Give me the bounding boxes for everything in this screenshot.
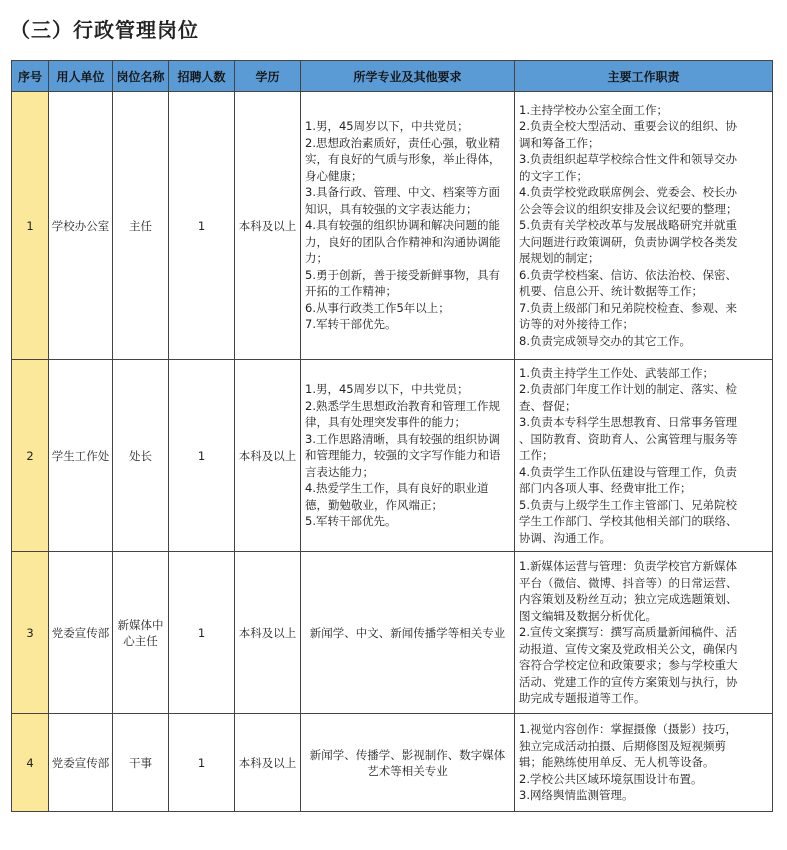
text-line: 1.男，45周岁以下，中共党员； (305, 119, 469, 134)
text-line: 助完成专题报道等工作。 (519, 691, 646, 706)
text-line: 3.网络舆情监测管理。 (519, 788, 634, 803)
hire-count: 1 (169, 714, 235, 812)
employer-unit: 学校办公室 (49, 92, 113, 360)
text-line: 访等的对外接待工作； (519, 317, 634, 332)
text-line: 查、督促； (519, 398, 577, 413)
text-line: 4.负责学校党政联席例会、党委会、校长办 (519, 185, 737, 200)
text-line: 力，良好的团队合作精神和沟通协调能 (305, 234, 501, 249)
text-line: 5.负责有关学校改革与发展战略研究并就重 (519, 218, 737, 233)
header-count: 招聘人数 (169, 61, 235, 92)
hire-count: 1 (169, 552, 235, 714)
text-line: 3.负责本专科学生思想教育、日常事务管理 (519, 415, 737, 430)
text-line: 学生工作部门、学校其他相关部门的联络、 (519, 514, 738, 529)
text-line: 2.宣传文案撰写：撰写高质量新闻稿件、活 (519, 625, 737, 640)
table-row (12, 360, 773, 552)
row-index: 2 (12, 360, 49, 552)
text-line: 德，勤勉敬业，作风端正； (305, 497, 443, 512)
header-requirements: 所学专业及其他要求 (301, 61, 515, 92)
text-line: 图文编辑及数据分析优化。 (519, 608, 657, 623)
text-line: 2.学校公共区域环境氛围设计布置。 (519, 771, 703, 786)
text-line: 公会等会议的组织安排及会议纪要的整理； (519, 201, 738, 216)
text-line: 1.视觉内容创作：掌握摄像（摄影）技巧， (519, 722, 737, 737)
post-name: 新媒体中心主任 (113, 552, 169, 714)
text-line: 1.负责主持学生工作处、武装部工作； (519, 365, 714, 380)
requirements-cell (301, 552, 515, 714)
text-line: 容符合学校定位和政策要求；参与学校重大 (519, 658, 738, 673)
requirements-cell (301, 714, 515, 812)
text-line: 大问题进行政策调研，负责协调学校各类发 (519, 234, 738, 249)
text-line: 4.热爱学生工作，具有良好的职业道 (305, 481, 489, 496)
text-line: 1.男，45周岁以下，中共党员； (305, 382, 469, 397)
text-line: 辑；能熟练使用单反、无人机等设备。 (519, 755, 715, 770)
table-row (12, 552, 773, 714)
employer-unit: 学生工作处 (49, 360, 113, 552)
text-line: 1.新媒体运营与管理：负责学校官方新媒体 (519, 559, 737, 574)
row-index: 4 (12, 714, 49, 812)
text-line: 3.具备行政、管理、中文、档案等方面 (305, 185, 500, 200)
education: 本科及以上 (235, 360, 301, 552)
employer-unit: 党委宣传部 (49, 552, 113, 714)
education: 本科及以上 (235, 92, 301, 360)
post-name: 主任 (113, 92, 169, 360)
text-line: 和管理能力，较强的文字写作能力和语 (305, 448, 501, 463)
header-post: 岗位名称 (113, 61, 169, 92)
recruitment-table (11, 60, 773, 812)
header-index: 序号 (12, 61, 49, 92)
duties-cell (515, 92, 773, 360)
text-line: 知识，具有较强的文字表达能力； (305, 201, 478, 216)
text-line: 2.负责全校大型活动、重要会议的组织、协 (519, 119, 737, 134)
text-line: 8.负责完成领导交办的其它工作。 (519, 333, 691, 348)
text-line: 内容策划及粉丝互动；独立完成选题策划、 (519, 592, 738, 607)
requirements-cell (301, 92, 515, 360)
text-line: 2.思想政治素质好，责任心强，敬业精 (305, 135, 500, 150)
text-line: 2.熟悉学生思想政治教育和管理工作规 (305, 398, 500, 413)
text-line: 1.主持学校办公室全面工作； (519, 102, 668, 117)
text-line: 工作； (519, 448, 554, 463)
text-line: 7.负责上级部门和兄弟院校检查、参观、来 (519, 300, 737, 315)
row-index: 1 (12, 92, 49, 360)
text-line: 动报道、宣传文案及党政相关公文，确保内 (519, 641, 738, 656)
hire-count: 1 (169, 360, 235, 552)
section-title: （三）行政管理岗位 (10, 18, 199, 42)
header-education: 学历 (235, 61, 301, 92)
text-line: 力； (305, 251, 328, 266)
text-line: 7.军转干部优先。 (305, 317, 397, 332)
header-duties: 主要工作职责 (515, 61, 773, 92)
text-line: 机要、信息公开、统计数据等工作； (519, 284, 703, 299)
education: 本科及以上 (235, 714, 301, 812)
text-line: 5.军转干部优先。 (305, 514, 397, 529)
text-line: 3.负责组织起草学校综合性文件和领导交办 (519, 152, 737, 167)
text-line: 的文字工作； (519, 168, 588, 183)
header-row (12, 61, 773, 92)
post-name: 处长 (113, 360, 169, 552)
row-index: 3 (12, 552, 49, 714)
text-line: 调和筹备工作； (519, 135, 600, 150)
text-line: 律，具有处理突发事件的能力； (305, 415, 466, 430)
text-line: 5.负责与上级学生工作主管部门、兄弟院校 (519, 497, 737, 512)
text-line: 6.从事行政类工作5年以上； (305, 300, 450, 315)
duties-cell (515, 714, 773, 812)
requirements-cell (301, 360, 515, 552)
text-line: 新闻学、中文、新闻传播学等相关专业 (309, 625, 506, 640)
header-unit: 用人单位 (49, 61, 113, 92)
text-line: 2.负责部门年度工作计划的制定、落实、检 (519, 382, 737, 397)
text-line: 、国防教育、资助育人、公寓管理与服务等 (519, 431, 738, 446)
table-row (12, 714, 773, 812)
duties-cell (515, 552, 773, 714)
text-line: 开拓的工作精神； (305, 284, 397, 299)
text-line: 活动、党建工作的宣传方案策划与执行，协 (519, 674, 738, 689)
duties-cell (515, 360, 773, 552)
text-line: 6.负责学校档案、信访、依法治校、保密、 (519, 267, 737, 282)
text-line: 3.工作思路清晰，具有较强的组织协调 (305, 431, 500, 446)
table-row (12, 92, 773, 360)
text-line: 独立完成活动拍摄、后期修图及短视频剪 (519, 738, 726, 753)
text-line: 协调、沟通工作。 (519, 530, 611, 545)
text-line: 身心健康； (305, 168, 363, 183)
text-line: 4.具有较强的组织协调和解决问题的能 (305, 218, 500, 233)
text-line: 4.负责学生工作队伍建设与管理工作，负责 (519, 464, 737, 479)
hire-count: 1 (169, 92, 235, 360)
text-line: 言表达能力； (305, 464, 374, 479)
text-line: 展规划的制定； (519, 251, 600, 266)
text-line: 平台（微信、微博、抖音等）的日常运营、 (519, 575, 738, 590)
text-line: 5.勇于创新，善于接受新鲜事物，具有 (305, 267, 500, 282)
education: 本科及以上 (235, 552, 301, 714)
text-line: 部门内各项人事、经费审批工作； (519, 481, 692, 496)
text-line: 实，有良好的气质与形象，举止得体， (305, 152, 501, 167)
employer-unit: 党委宣传部 (49, 714, 113, 812)
post-name: 干事 (113, 714, 169, 812)
text-line: 新闻学、传播学、影视制作、数字媒体艺术等相关专业 (309, 747, 506, 778)
